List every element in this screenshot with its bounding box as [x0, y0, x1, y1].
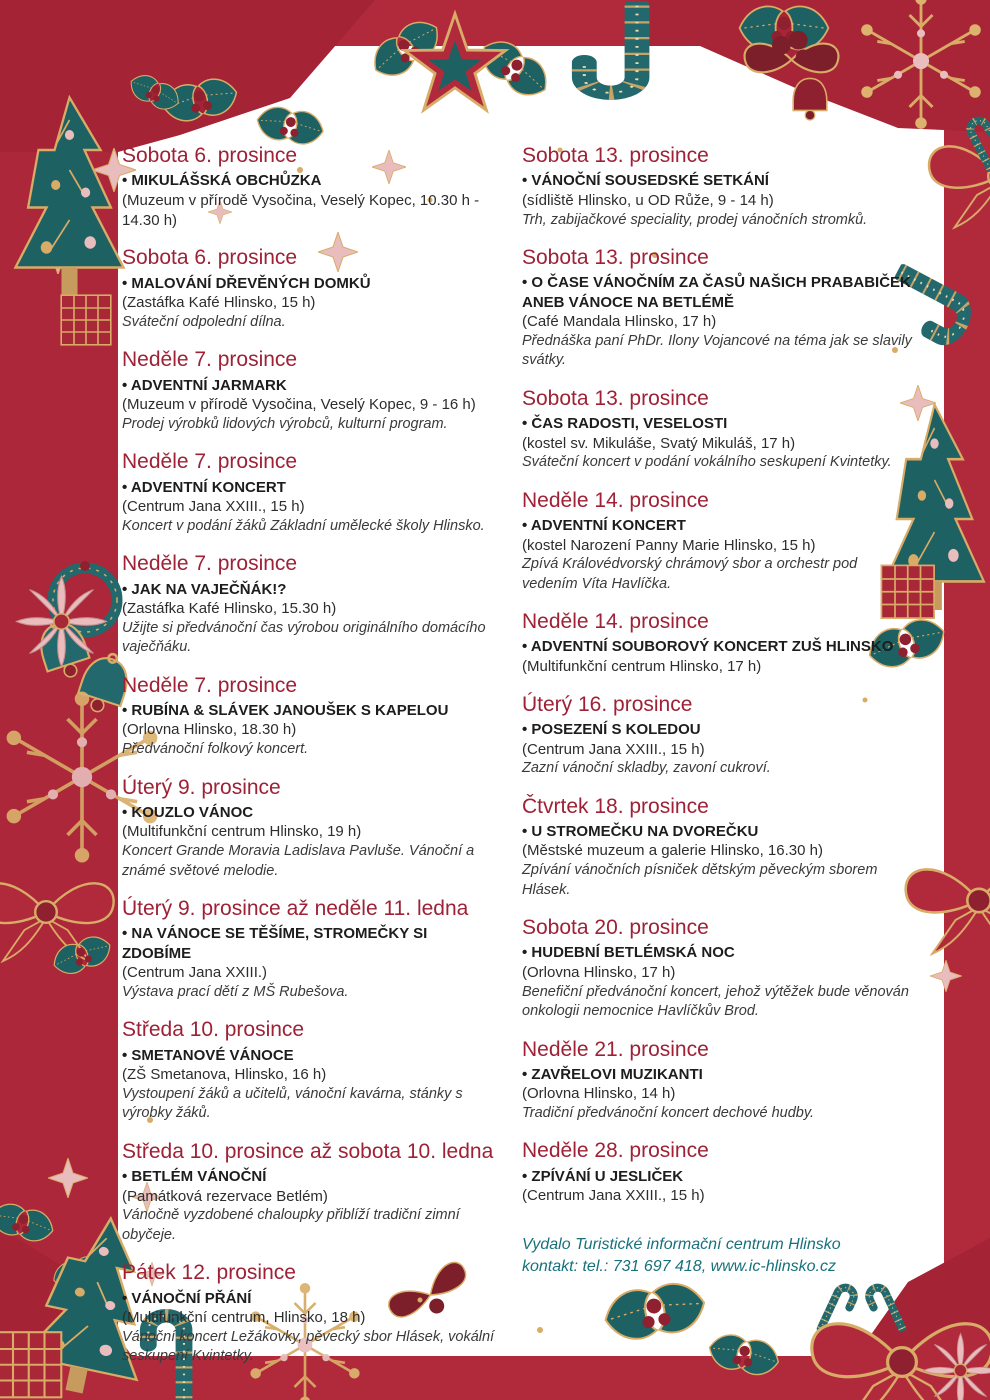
events-column-left — [122, 143, 496, 1382]
poinsettia-icon — [16, 576, 106, 666]
event-venue: (Orlovna Hlinsko, 14 h) — [522, 1085, 676, 1103]
event-description: Koncert v podání žáků Základní umělecké školy Hlinsko. — [122, 517, 485, 534]
event-item — [122, 775, 496, 881]
event-item — [122, 673, 496, 760]
event-title: • POSEZENÍ S KOLEDOU — [522, 720, 914, 740]
footer-contact: kontakt: tel.: 731 697 418, www.ic-hlinsko.cz — [522, 1258, 836, 1276]
event-date: Neděle 7. prosince — [122, 450, 298, 474]
event-title: • NA VÁNOCE SE TĚŠÍME, STROMEČKY SI ZDOBÍME — [122, 924, 496, 963]
event-title: • ADVENTNÍ KONCERT — [122, 478, 496, 498]
event-venue: (Muzeum v přírodě Vysočina, Veselý Kopec, 10.30 h - 14.30 h) — [122, 191, 480, 229]
event-venue: (Centrum Jana XXIII., 15 h) — [522, 1187, 705, 1205]
event-date: Pátek 12. prosince — [122, 1261, 296, 1285]
event-description: Trh, zabijačkové speciality, prodej vánočních stromků. — [522, 211, 868, 228]
event-description: Vánoční koncert Ležákovky, pěvecký sbor Hlásek, vokální seskupení Kvintetky. — [122, 1328, 495, 1365]
event-description: Zazní vánoční skladby, zavoní cukroví. — [522, 760, 771, 777]
event-title: • ADVENTNÍ SOUBOROVÝ KONCERT ZUŠ HLINSKO — [522, 637, 914, 657]
event-title: • ADVENTNÍ KONCERT — [522, 516, 914, 536]
event-item — [122, 449, 496, 536]
event-venue: (Café Mandala Hlinsko, 17 h) — [522, 313, 717, 331]
event-venue: (Městské muzeum a galerie Hlinsko, 16.30 h) — [522, 842, 823, 860]
event-date: Neděle 14. prosince — [522, 488, 709, 512]
event-venue: (kostel sv. Mikuláše, Svatý Mikuláš, 17 h) — [522, 434, 796, 452]
event-venue: (Multifunkční centrum Hlinsko, 17 h) — [522, 657, 762, 675]
event-title: • ADVENTNÍ JARMARK — [122, 376, 496, 396]
event-title: • U STROMEČKU NA DVOREČKU — [522, 822, 914, 842]
event-title: • VÁNOČNÍ SOUSEDSKÉ SETKÁNÍ — [522, 171, 914, 191]
event-title: • ZAVŘELOVI MUZIKANTI — [522, 1065, 914, 1085]
event-venue: (Centrum Jana XXIII., 15 h) — [522, 740, 705, 758]
event-item — [522, 692, 914, 779]
bell-icon — [793, 78, 827, 120]
event-title: • MALOVÁNÍ DŘEVĚNÝCH DOMKŮ — [122, 274, 496, 294]
event-title: • SMETANOVÉ VÁNOCE — [122, 1046, 496, 1066]
event-item — [522, 386, 914, 473]
event-venue: (Orlovna Hlinsko, 18.30 h) — [122, 721, 297, 739]
event-venue: (Multifunkční centrum Hlinsko, 19 h) — [122, 823, 362, 841]
event-date: Středa 10. prosince — [122, 1018, 305, 1042]
event-date: Čtvrtek 18. prosince — [522, 794, 709, 818]
event-date: Úterý 9. prosince — [122, 775, 281, 799]
event-item — [122, 1017, 496, 1123]
event-date: Neděle 7. prosince — [122, 348, 298, 372]
event-venue: (ZŠ Smetanova, Hlinsko, 16 h) — [122, 1066, 327, 1084]
event-date: Sobota 13. prosince — [522, 144, 709, 167]
event-description: Benefiční předvánoční koncert, jehož výtěžek bude věnován onkologii nemocnice Havlíčkův Brod. — [522, 983, 909, 1020]
event-description: Předvánoční folkový koncert. — [122, 741, 309, 758]
event-description: Užijte si předvánoční čas výrobou originálního domácího vaječňáku. — [122, 619, 486, 656]
event-description: Vystoupení žáků a učitelů, vánoční kavárna, stánky s výrobky žáků. — [122, 1086, 463, 1122]
event-date: Sobota 6. prosince — [122, 246, 298, 270]
event-description: Koncert Grande Moravia Ladislava Pavluše. Vánoční a známé světové melodie. — [122, 843, 475, 879]
event-date: Sobota 13. prosince — [522, 386, 709, 410]
event-venue: (Centrum Jana XXIII., 15 h) — [122, 498, 305, 516]
event-date: Sobota 20. prosince — [522, 916, 709, 940]
event-item — [522, 1037, 914, 1124]
event-title: • VÁNOČNÍ PŘÁNÍ — [122, 1289, 496, 1309]
event-item — [122, 896, 496, 1002]
footer — [522, 1234, 914, 1279]
event-item — [522, 609, 914, 677]
event-item — [522, 1138, 914, 1206]
event-item — [522, 794, 914, 900]
event-date: Úterý 9. prosince až neděle 11. ledna — [122, 897, 469, 920]
event-date: Sobota 13. prosince — [522, 245, 709, 269]
event-date: Neděle 7. prosince — [122, 552, 298, 576]
event-item — [122, 347, 496, 434]
event-item — [522, 915, 914, 1021]
event-title: • KOUZLO VÁNOC — [122, 803, 496, 823]
event-description: Zpívání vánočních písniček dětským pěveckým sborem Hlásek. — [522, 862, 878, 898]
event-item — [122, 1139, 496, 1245]
event-date: Neděle 28. prosince — [522, 1139, 709, 1163]
event-item — [522, 245, 914, 371]
event-title: • MIKULÁŠSKÁ OBCHŮZKA — [122, 171, 496, 191]
event-item — [122, 1260, 496, 1366]
event-title: • ZPÍVÁNÍ U JESLIČEK — [522, 1167, 914, 1187]
event-description: Sváteční koncert v podání vokálního seskupení Kvintetky. — [522, 454, 892, 471]
event-description: Sváteční odpolední dílna. — [122, 313, 286, 330]
event-date: Neděle 7. prosince — [122, 673, 298, 697]
event-venue: (Zastáfka Kafé Hlinsko, 15.30 h) — [122, 600, 337, 617]
event-description: Prodej výrobků lidových výrobců, kulturní program. — [122, 415, 448, 432]
event-venue: (kostel Narození Panny Marie Hlinsko, 15 h) — [522, 536, 816, 554]
event-venue: (Památková rezervace Betlém) — [122, 1187, 328, 1205]
event-description: Zpívá Královédvorský chrámový sbor a orchestr pod vedením Víta Havlíčka. — [522, 556, 858, 592]
event-item — [122, 551, 496, 657]
event-description: Tradiční předvánoční koncert dechové hudby. — [522, 1105, 815, 1122]
event-date: Středa 10. prosince až sobota 10. ledna — [122, 1139, 494, 1163]
event-venue: (Orlovna Hlinsko, 17 h) — [522, 963, 676, 981]
event-date: Neděle 14. prosince — [522, 610, 709, 634]
event-item — [522, 488, 914, 594]
event-item — [122, 245, 496, 332]
events-column-right — [522, 143, 914, 1382]
event-venue: (Centrum Jana XXIII.) — [122, 964, 268, 982]
event-date: Neděle 21. prosince — [522, 1037, 709, 1061]
holly-icon — [255, 104, 326, 147]
event-title: • RUBÍNA & SLÁVEK JANOUŠEK S KAPELOU — [122, 701, 496, 721]
events-content — [122, 143, 914, 1382]
event-description: Výstava prací dětí z MŠ Rubešova. — [122, 984, 349, 1001]
event-item — [522, 143, 914, 230]
event-venue: (Muzeum v přírodě Vysočina, Veselý Kopec, 9 - 16 h) — [122, 396, 476, 414]
event-title: • BETLÉM VÁNOČNÍ — [122, 1167, 496, 1187]
event-date: Sobota 6. prosince — [122, 144, 298, 167]
gift-icon — [61, 295, 111, 345]
event-title: • HUDEBNÍ BETLÉMSKÁ NOC — [522, 943, 914, 963]
event-venue: (sídliště Hlinsko, u OD Růže, 9 - 14 h) — [522, 191, 774, 209]
gift-icon — [0, 1332, 61, 1397]
event-title: • JAK NA VAJEČŇÁK!? — [122, 580, 496, 600]
event-venue: (Zastáfka Kafé Hlinsko, 15 h) — [122, 294, 316, 312]
events-column-right-list — [522, 143, 914, 1206]
event-venue: (Multifunkční centrum, Hlinsko, 18 h) — [122, 1309, 366, 1326]
event-item — [122, 143, 496, 230]
event-title: • O ČASE VÁNOČNÍM ZA ČASŮ NAŠICH PRABABIČEK ANEB VÁNOCE NA BETLÉMĚ — [522, 273, 914, 312]
event-description: Přednáška paní PhDr. Ilony Vojancové na téma jak se slavily svátky. — [522, 333, 912, 369]
footer-publisher: Vydalo Turistické informační centrum Hlinsko — [522, 1236, 841, 1254]
event-title: • ČAS RADOSTI, VESELOSTI — [522, 414, 914, 434]
event-date: Úterý 16. prosince — [522, 692, 693, 716]
event-description: Vánočně vyzdobené chaloupky přiblíží tradiční zimní obyčeje. — [122, 1207, 460, 1243]
